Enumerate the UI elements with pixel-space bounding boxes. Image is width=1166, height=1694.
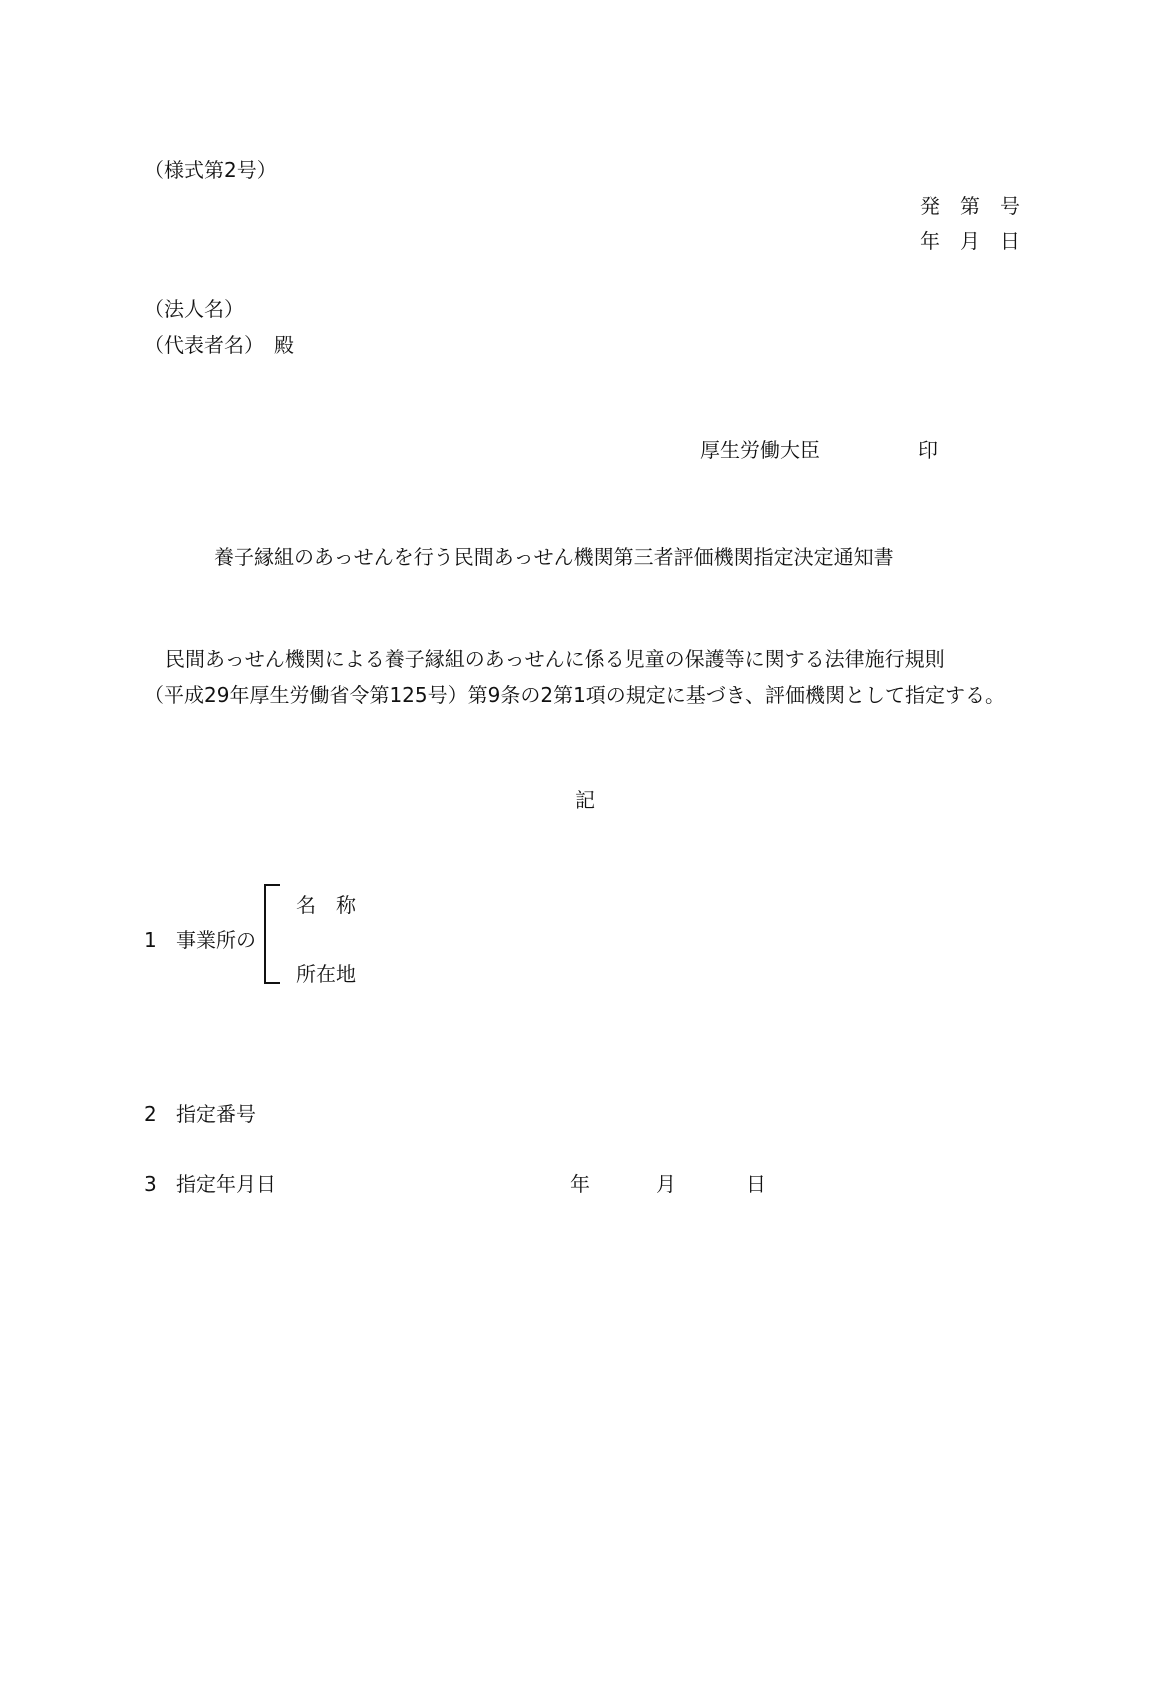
item-2-label: 指定番号 [176,1102,256,1126]
bracket-icon [263,884,281,984]
document-title: 養子縁組のあっせんを行う民間あっせん機関第三者評価機関指定決定通知書 [214,545,894,569]
seal-mark: 印 [918,438,938,462]
form-number: （様式第2号） [144,158,277,182]
issue-number: 発 第 号 [920,194,1020,218]
body-line-2: （平成29年厚生労働省令第125号）第9条の2第1項の規定に基づき、評価機関として指定する。 [144,683,1005,707]
item-1-number: 1 [144,928,157,952]
item-2-number: 2 [144,1102,157,1126]
item-3-year: 年 [570,1172,590,1196]
body-line-1: 民間あっせん機関による養子縁組のあっせんに係る児童の保護等に関する法律施行規則 [165,647,945,671]
item-3-label: 指定年月日 [176,1172,276,1196]
ki-heading: 記 [575,788,595,812]
sender-title: 厚生労働大臣 [700,438,820,462]
corporation-name: （法人名） [144,297,244,321]
representative-name: （代表者名） 殿 [144,333,294,357]
item-1-label: 事業所の [176,928,256,952]
item-1-address-label: 所在地 [296,962,356,986]
item-1-name-label: 名 称 [296,893,356,917]
item-3-day: 日 [746,1172,766,1196]
item-3-month: 月 [656,1172,676,1196]
issue-date: 年 月 日 [920,229,1020,253]
item-3-number: 3 [144,1172,157,1196]
